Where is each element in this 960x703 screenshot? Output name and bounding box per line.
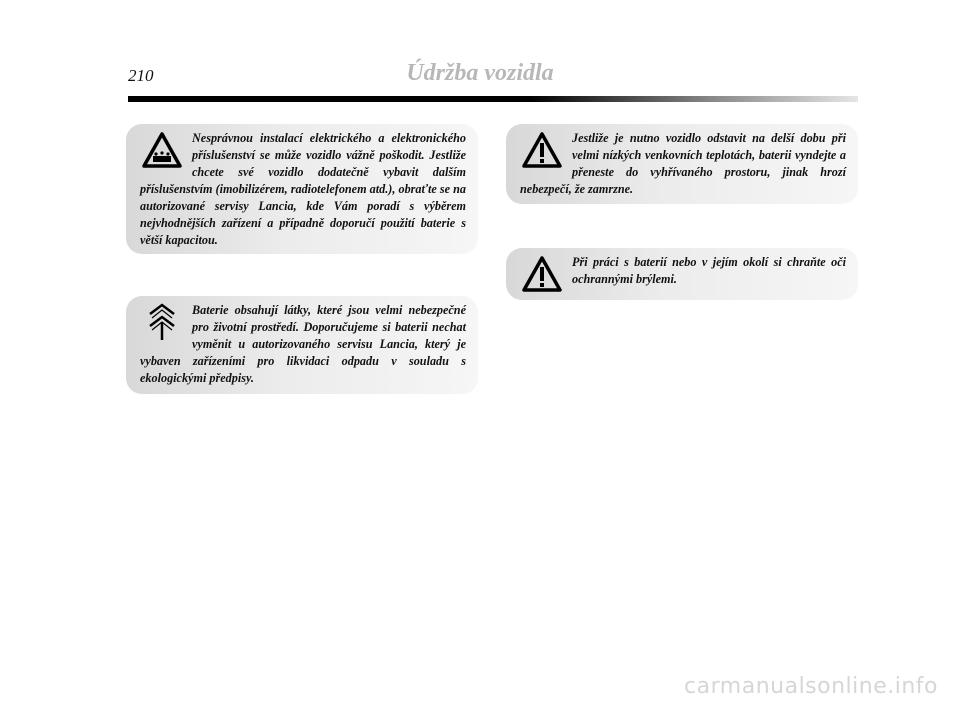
note-text: Baterie obsahují látky, které jsou velmi nebezpečné pro životní prostředí. Doporučujeme si baterii nechat vyměnit u autorizovaného servisu Lancia, který je vybaven zařízeními pro likvidaci odpadu v souladu s ekologickými předpisy. [140, 303, 466, 385]
warning-triangle-icon [520, 254, 564, 294]
environment-recycle-icon [140, 302, 184, 342]
warning-triangle-icon [520, 130, 564, 170]
page-title: Údržba vozidla [406, 60, 554, 86]
note-text: Jestliže je nutno vozidlo odstavit na delší dobu při velmi nízkých venkovních teplotách, baterii vyndejte a přeneste do vyhřívaného prostoru, jinak hrozí nebezpečí, že zamrzne. [520, 131, 846, 196]
note-text: Nesprávnou instalací elektrického a elektronického příslušenství se může vozidlo vážně poškodit. Jestliže chcete své vozidlo dodatečně vybavit dalším příslušenstvím (imobilizérem, radiotelefonem atd.), obraťte se na autorizované servisy Lancia, kde Vám poradí s výběrem nejvhodnějších zařízení a případně doporučí použití baterie s větší kapacitou. [140, 131, 466, 247]
watermark: carmanualsonline.info [684, 674, 938, 699]
note-text: Při práci s baterií nebo v jejím okolí si chraňte oči ochrannými brýlemi. [572, 255, 846, 286]
note-environment [126, 296, 478, 394]
page-number: 210 [128, 66, 154, 85]
note-eye-protection [506, 248, 858, 300]
note-cold-storage [506, 124, 858, 204]
header-rule [128, 96, 858, 102]
electrical-warning-icon [140, 130, 184, 170]
note-electrical-accessories [126, 124, 478, 254]
